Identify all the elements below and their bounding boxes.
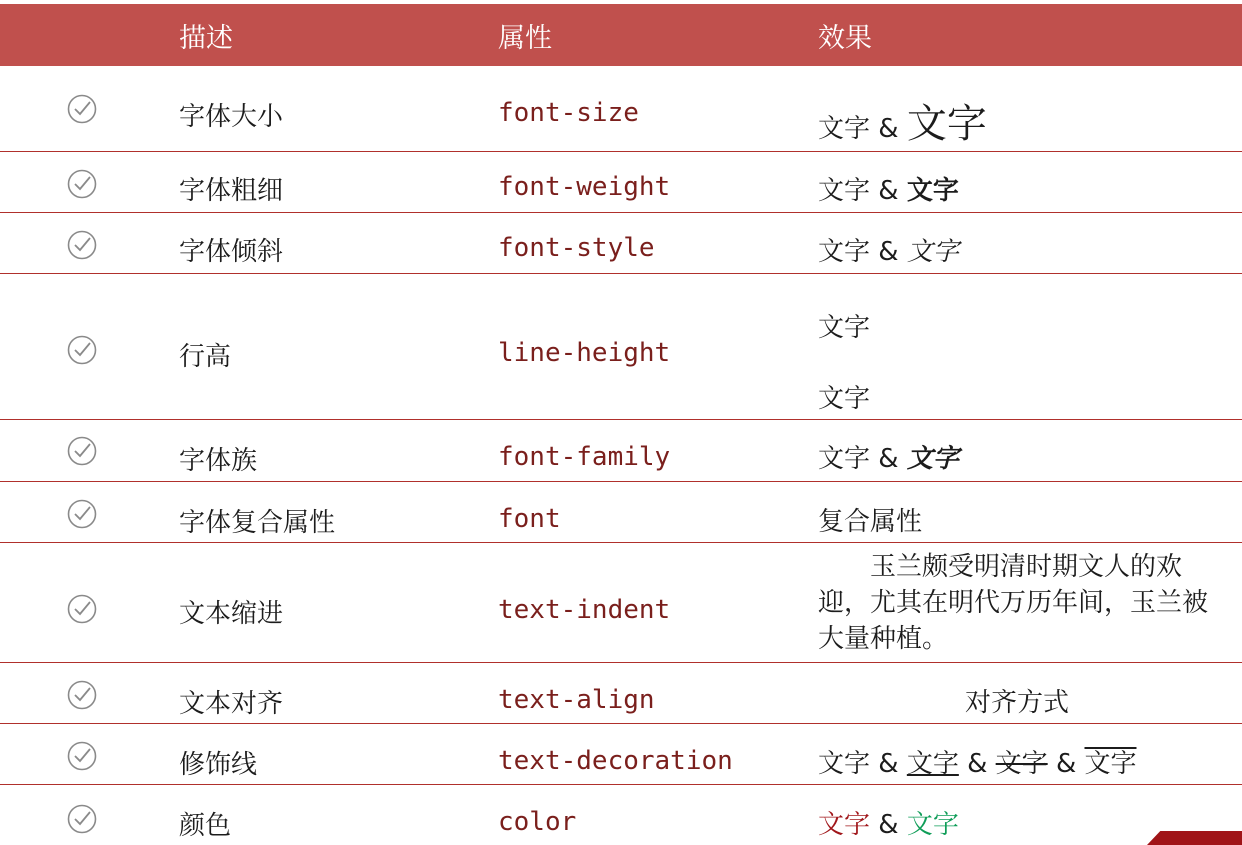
table-row	[0, 420, 1242, 482]
row-prop: text-align	[498, 685, 655, 715]
effect-normal: 文字	[818, 114, 871, 144]
row-prop: text-indent	[498, 595, 671, 625]
row-prop: font-size	[498, 98, 639, 128]
row-desc: 字体大小	[179, 102, 284, 132]
effect-indent-paragraph: 玉兰颇受明清时期文人的欢迎，尤其在明代万历年间，玉兰被大量种植。	[818, 552, 1209, 654]
effect-large: 文字	[906, 101, 987, 147]
effect-normal: 文字	[818, 444, 871, 474]
check-circle-icon	[67, 741, 97, 771]
effect-amp: &	[967, 749, 988, 779]
row-effect: 复合属性	[818, 507, 923, 537]
effect-amp: &	[878, 444, 899, 474]
effect-line-1: 文字	[818, 313, 871, 343]
effect-green: 文字	[906, 810, 959, 840]
row-desc: 修饰线	[179, 750, 258, 780]
effect-centered: 对齐方式	[965, 688, 1070, 718]
header-prop: 属性	[498, 23, 552, 54]
table-row	[0, 213, 1242, 274]
effect-amp: &	[878, 237, 899, 267]
row-effect	[818, 170, 959, 207]
row-prop: font-style	[498, 233, 655, 263]
row-desc: 文本对齐	[179, 689, 284, 719]
effect-overline: 文字	[1084, 749, 1137, 779]
row-effect	[818, 743, 1137, 780]
table-row	[0, 66, 1242, 152]
table-header	[0, 4, 1242, 66]
row-prop: color	[498, 807, 577, 837]
check-circle-icon	[67, 804, 97, 834]
effect-underline: 文字	[906, 749, 959, 779]
row-prop: font-family	[498, 442, 671, 472]
effect-normal: 文字	[818, 237, 871, 267]
table-row	[0, 482, 1242, 543]
effect-italic: 文字	[906, 237, 959, 267]
row-prop: font-weight	[498, 172, 671, 202]
row-prop: font	[498, 504, 561, 534]
check-circle-icon	[67, 230, 97, 260]
effect-amp: &	[878, 176, 899, 206]
check-circle-icon	[67, 499, 97, 529]
row-desc: 字体族	[179, 446, 258, 476]
table-row	[0, 152, 1242, 213]
effect-red: 文字	[818, 810, 871, 840]
row-desc: 颜色	[179, 811, 232, 841]
check-circle-icon	[67, 594, 97, 624]
check-circle-icon	[67, 335, 97, 365]
check-circle-icon	[67, 680, 97, 710]
row-effect	[818, 231, 959, 268]
effect-amp: &	[1055, 749, 1077, 779]
row-effect	[818, 438, 959, 475]
effect-script-font: 文字	[906, 444, 959, 474]
table-row	[0, 785, 1242, 845]
row-effect	[818, 92, 987, 149]
table-row	[0, 543, 1242, 663]
effect-amp: &	[878, 749, 899, 779]
corner-decoration	[1147, 831, 1242, 845]
row-desc: 字体倾斜	[179, 237, 284, 267]
row-prop: line-height	[498, 338, 671, 368]
effect-line-2: 文字	[818, 384, 871, 414]
row-desc: 文本缩进	[179, 599, 284, 629]
check-circle-icon	[67, 436, 97, 466]
row-desc: 字体粗细	[179, 176, 284, 206]
effect-normal: 文字	[818, 749, 871, 779]
effect-normal: 文字	[818, 176, 871, 206]
effect-amp: &	[878, 810, 899, 840]
row-desc: 字体复合属性	[179, 508, 336, 538]
header-desc: 描述	[179, 23, 233, 54]
table-row	[0, 724, 1242, 785]
row-desc: 行高	[179, 342, 232, 372]
table-row	[0, 274, 1242, 420]
row-prop: text-decoration	[498, 746, 733, 776]
header-effect: 效果	[818, 23, 872, 54]
effect-amp: &	[878, 114, 899, 144]
effect-line-through: 文字	[995, 749, 1048, 779]
table-row	[0, 663, 1242, 724]
effect-bold: 文字	[906, 176, 959, 206]
check-circle-icon	[67, 169, 97, 199]
row-effect	[818, 804, 959, 841]
check-circle-icon	[67, 94, 97, 124]
